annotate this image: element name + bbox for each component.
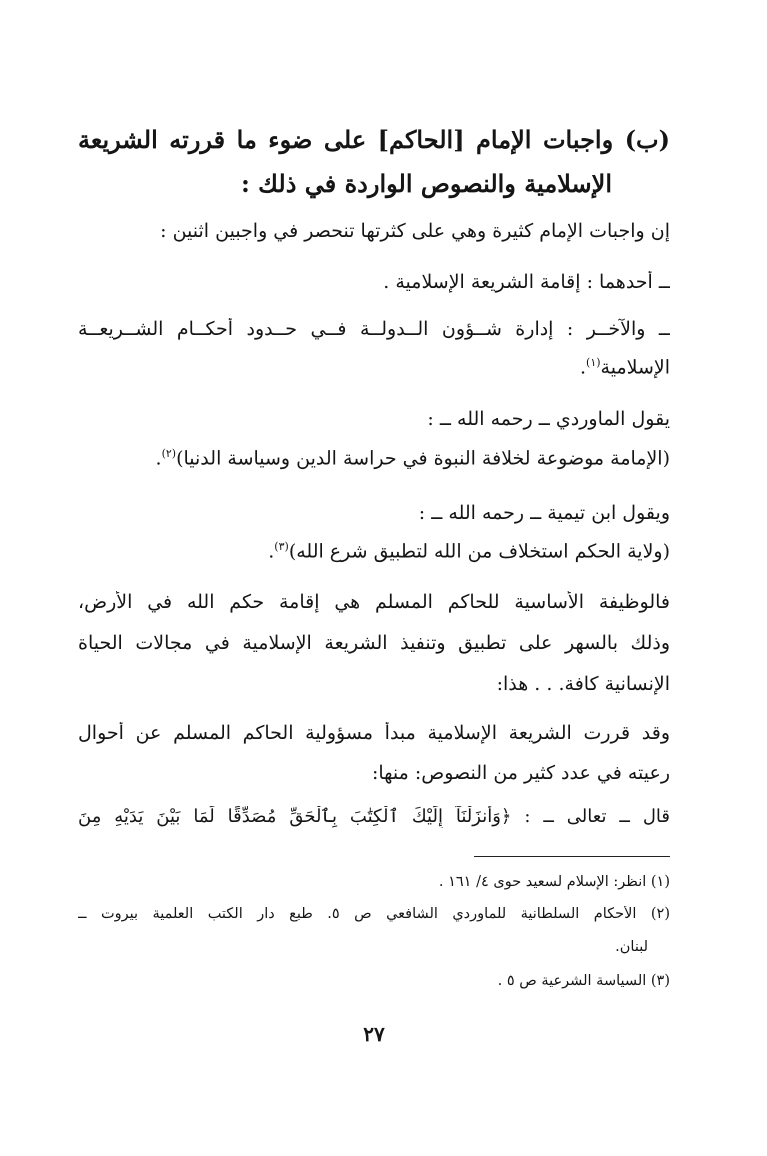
mawardi-quote-end: .: [155, 447, 162, 470]
intro-paragraph: إن واجبات الإمام كثيرة وهي على كثرتها تنحصر في واجبين اثنين :: [160, 220, 670, 242]
footnote-ref-2: (٢): [161, 447, 177, 460]
paragraph-1-line3: الإنسانية كافة. . . هذا:: [496, 673, 670, 695]
footnote-ref-3: (٣): [274, 540, 289, 553]
taymiyya-quote-line: [78, 540, 670, 563]
footnote-separator: [474, 856, 670, 857]
taymiyya-quote-end: .: [268, 540, 275, 563]
duty-item-2-end: .: [579, 356, 587, 379]
footnote-2-line2: لبنان.: [615, 939, 648, 955]
book-page: [78, 0, 670, 1156]
section-heading-line1: (ب) واجبات الإمام [الحاكم] على ضوء ما قررته الشريعة: [78, 126, 670, 154]
footnote-1: (١) انظر: الإسلام لسعيد حوى ٤/ ١٦١ .: [438, 874, 670, 890]
footnote-3: (٣) السياسة الشرعية ص ٥ .: [497, 973, 670, 989]
paragraph-2-line1: وقد قررت الشريعة الإسلامية مبدأ مسؤولية الحاكم المسلم عن أحوال: [78, 722, 670, 744]
quran-verse-line: قال ــ تعالى ــ : ﴿وَأَنزَلْنَآ إِلَيْكَ ٱلْكِتَٰبَ بِٱلْحَقِّ مُصَدِّقًا لِّمَا بَيْنَ يَدَيْهِ مِنَ: [78, 806, 670, 827]
mawardi-quote-line: [78, 447, 670, 470]
taymiyya-intro: ويقول ابن تيمية ــ رحمه الله ــ :: [418, 502, 670, 524]
paragraph-2-line2: رعيته في عدد كثير من النصوص: منها:: [371, 762, 670, 784]
duty-item-2-line2: [78, 356, 670, 379]
section-heading-line2: الإسلامية والنصوص الواردة في ذلك :: [240, 170, 612, 198]
footnote-ref-1: (١): [586, 356, 601, 369]
duty-item-2-line1: ــ والآخــر : إدارة شــؤون الــدولــة فــي حــدود أحكــام الشــريعــة: [78, 318, 670, 340]
paragraph-1-line1: فالوظيفة الأساسية للحاكم المسلم هي إقامة حكم الله في الأرض،: [78, 591, 670, 613]
paragraph-1-line2: وذلك بالسهر على تطبيق وتنفيذ الشريعة الإسلامية في مجالات الحياة: [78, 632, 670, 654]
mawardi-intro: يقول الماوردي ــ رحمه الله ــ :: [427, 408, 670, 430]
duty-item-1: ــ أحدهما : إقامة الشريعة الإسلامية .: [383, 271, 670, 293]
footnote-2-line1: (٢) الأحكام السلطانية للماوردي الشافعي ص ٥. طبع دار الكتب العلمية بيروت ــ: [78, 906, 670, 922]
duty-item-2-text: الإسلامية: [600, 356, 670, 379]
mawardi-quote: (الإمامة موضوعة لخلافة النبوة في حراسة الدين وسياسة الدنيا): [176, 447, 670, 470]
taymiyya-quote: (ولاية الحكم استخلاف من الله لتطبيق شرع الله): [288, 540, 670, 563]
page-number: ٢٧: [363, 1022, 385, 1046]
